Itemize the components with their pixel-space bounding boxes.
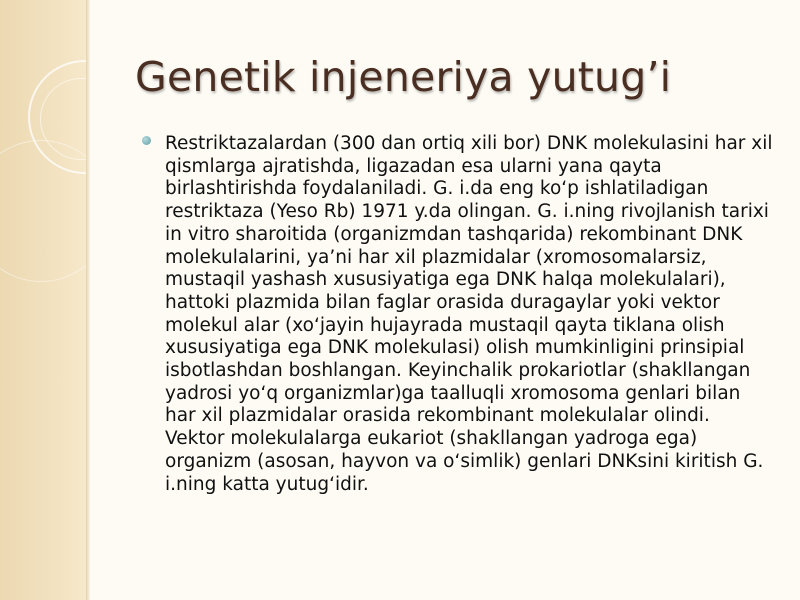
bullet-text: Restriktazalardan (300 dan ortiq xili bor) DNK molekulasini har xil qismlarga ajratishda, ligazadan esa ularni yana qayta birlashtirishda foydalaniladi. G. i.da eng ko‘p ishlatiladigan restriktaza (Yeso Rb) 1971 y.da olingan. G. i.ning rivojlanish tarixi in vitro sharoitida (organizmdan tashqarida) rekombinant DNK molekulalarini, ya’ni har xil plazmidalar (xromosomalarsiz, mustaqil yashash xususiyatiga ega DNK halqa molekulalari), hattoki plazmida bilan faglar orasida duragaylar yoki vektor molekul alar (xo‘jayin hujayrada mustaqil qayta tiklana olish xususiyatiga ega DNK molekulasi) olish mumkinligini prinsipial isbotlashdan boshlangan. Keyinchalik prokariotlar (shakllangan yadrosi yo‘q organizmlar)ga taalluqli xromosoma genlari bilan har xil plazmidalar orasida rekombinant molekulalar olindi. Vektor molekulalarga eukariot (shakllangan yadroga ega) organizm (asosan, hayvon va o‘simlik) genlari DNKsini kiritish G. i.ning katta yutug‘idir. bbox=[165, 133, 773, 495]
bullet-dot-icon bbox=[142, 136, 151, 145]
side-panel-edge bbox=[86, 0, 90, 600]
decorative-swirl bbox=[0, 140, 88, 282]
slide-title: Genetik injeneriya yutug’i bbox=[135, 53, 672, 101]
decorative-side-panel bbox=[0, 0, 88, 600]
slide-content bbox=[142, 133, 782, 496]
